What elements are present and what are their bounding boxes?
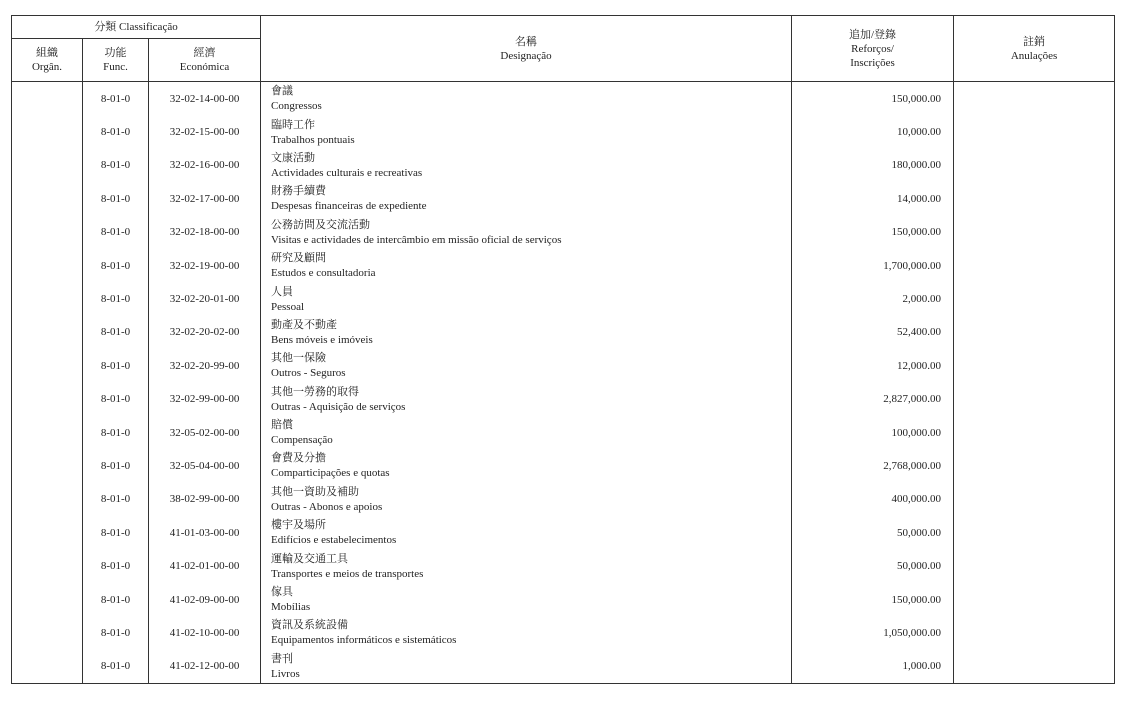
econ-cell: 41-02-12-00-00 [149,650,261,684]
amount-cell: 2,768,000.00 [792,449,954,482]
designation-zh: 其他一保險 [271,351,327,365]
table-row [12,182,1115,215]
designation-zh: 其他一資助及補助 [271,484,360,498]
designation-zh: 賠償 [271,418,294,432]
designation-zh: 研究及顧問 [271,251,327,265]
designation-cell [261,115,792,148]
amount-cell: 100,000.00 [792,416,954,449]
organ-cell [12,383,83,416]
designation-pt: Edifícios e estabelecimentos [271,534,397,547]
table-row [12,449,1115,482]
annulment-cell [954,115,1115,148]
designation-cell [261,216,792,249]
annulment-cell [954,349,1115,382]
amount-cell: 1,700,000.00 [792,249,954,282]
organ-cell [12,483,83,516]
designation-header: 名稱 Designação [261,16,792,82]
annulment-cell [954,516,1115,549]
func-cell: 8-01-0 [83,316,149,349]
econ-cell: 32-02-16-00-00 [149,149,261,182]
annulment-cell [954,249,1115,282]
designation-cell [261,349,792,382]
econ-cell: 32-02-20-99-00 [149,349,261,382]
designation-zh: 運輸及交通工具 [271,551,349,565]
designation-cell [261,182,792,215]
organ-cell [12,316,83,349]
econ-cell: 32-02-18-00-00 [149,216,261,249]
econ-cell: 32-02-19-00-00 [149,249,261,282]
func-cell: 8-01-0 [83,182,149,215]
designation-pt: Bens móveis e imóveis [271,333,373,346]
econ-cell: 41-01-03-00-00 [149,516,261,549]
designation-zh: 臨時工作 [271,117,316,131]
designation-cell [261,549,792,582]
reinforcements-header: 追加/登錄 Reforços/ Inscrições [792,16,954,82]
designation-cell [261,616,792,649]
designation-pt: Estudos e consultadoria [271,267,376,280]
organ-cell [12,583,83,616]
amount-cell: 150,000.00 [792,216,954,249]
func-cell: 8-01-0 [83,549,149,582]
econ-cell: 32-02-99-00-00 [149,383,261,416]
organ-cell [12,416,83,449]
table-row [12,115,1115,148]
designation-cell [261,416,792,449]
amount-cell: 52,400.00 [792,316,954,349]
designation-zh: 傢具 [271,585,294,599]
designation-cell [261,249,792,282]
organ-cell [12,282,83,315]
func-cell: 8-01-0 [83,82,149,116]
econ-cell: 41-02-09-00-00 [149,583,261,616]
func-cell: 8-01-0 [83,383,149,416]
func-cell: 8-01-0 [83,516,149,549]
table-row [12,249,1115,282]
func-cell: 8-01-0 [83,583,149,616]
designation-cell [261,383,792,416]
annulment-cell [954,650,1115,684]
func-cell: 8-01-0 [83,349,149,382]
amount-cell: 50,000.00 [792,549,954,582]
econ-cell: 41-02-01-00-00 [149,549,261,582]
designation-pt: Despesas financeiras de expediente [271,200,427,213]
amount-cell: 10,000.00 [792,115,954,148]
organ-header: 組織 Orgân. [12,39,83,82]
econ-header: 經濟 Económica [149,39,261,82]
annulment-cell [954,549,1115,582]
func-cell: 8-01-0 [83,416,149,449]
organ-cell [12,149,83,182]
organ-cell [12,82,83,116]
func-header: 功能 Func. [83,39,149,82]
amount-cell: 180,000.00 [792,149,954,182]
organ-cell [12,449,83,482]
func-cell: 8-01-0 [83,249,149,282]
designation-pt: Mobílias [271,601,311,614]
designation-zh: 動產及不動產 [271,317,338,331]
table-row [12,349,1115,382]
func-cell: 8-01-0 [83,115,149,148]
designation-cell [261,483,792,516]
designation-zh: 人員 [271,284,294,298]
table-row [12,149,1115,182]
amount-cell: 2,827,000.00 [792,383,954,416]
organ-cell [12,650,83,684]
organ-cell [12,516,83,549]
designation-cell [261,282,792,315]
annulment-cell [954,216,1115,249]
designation-pt: Equipamentos informáticos e sistemáticos [271,634,457,647]
econ-cell: 32-05-02-00-00 [149,416,261,449]
table-row [12,549,1115,582]
organ-cell [12,249,83,282]
annulment-cell [954,583,1115,616]
func-cell: 8-01-0 [83,616,149,649]
econ-cell: 41-02-10-00-00 [149,616,261,649]
designation-cell [261,149,792,182]
table-row [12,516,1115,549]
designation-pt: Trabalhos pontuais [271,133,355,146]
amount-cell: 400,000.00 [792,483,954,516]
organ-cell [12,616,83,649]
designation-pt: Outras - Abonos e apoios [271,500,383,513]
organ-cell [12,216,83,249]
econ-cell: 32-02-14-00-00 [149,82,261,116]
amount-cell: 2,000.00 [792,282,954,315]
amount-cell: 50,000.00 [792,516,954,549]
annulment-cell [954,282,1115,315]
designation-pt: Pessoal [271,300,305,313]
annulments-header: 註銷 Anulações [954,16,1115,82]
organ-cell [12,182,83,215]
table-row [12,483,1115,516]
designation-pt: Visitas e actividades de intercâmbio em missão oficial de serviços [271,233,562,246]
designation-zh: 其他一勞務的取得 [271,384,360,398]
designation-zh: 財務手續費 [271,184,327,198]
classification-header: 分類 Classificação [12,16,261,39]
amount-cell: 150,000.00 [792,82,954,116]
amount-cell: 12,000.00 [792,349,954,382]
designation-zh: 會議 [271,84,294,98]
table-row [12,583,1115,616]
table-row [12,82,1115,116]
func-cell: 8-01-0 [83,449,149,482]
designation-pt: Transportes e meios de transportes [271,567,424,580]
designation-pt: Livros [271,667,300,680]
annulment-cell [954,616,1115,649]
func-cell: 8-01-0 [83,149,149,182]
table-row [12,650,1115,684]
econ-cell: 32-02-17-00-00 [149,182,261,215]
designation-cell [261,583,792,616]
designation-pt: Compensação [271,434,333,447]
designation-cell [261,449,792,482]
table-row [12,416,1115,449]
annulment-cell [954,149,1115,182]
annulment-cell [954,182,1115,215]
annulment-cell [954,316,1115,349]
designation-zh: 文康活動 [271,150,316,164]
budget-table [11,15,1115,684]
econ-cell: 32-02-20-01-00 [149,282,261,315]
designation-zh: 會費及分擔 [271,451,327,465]
table-row [12,216,1115,249]
func-cell: 8-01-0 [83,650,149,684]
annulment-cell [954,82,1115,116]
amount-cell: 1,000.00 [792,650,954,684]
func-cell: 8-01-0 [83,216,149,249]
designation-pt: Actividades culturais e recreativas [271,166,423,179]
designation-zh: 樓宇及場所 [271,518,327,532]
designation-cell [261,650,792,684]
table-row [12,616,1115,649]
designation-cell [261,316,792,349]
table-row [12,282,1115,315]
func-cell: 8-01-0 [83,483,149,516]
designation-zh: 資訊及系統設備 [271,618,349,632]
annulment-cell [954,416,1115,449]
econ-cell: 38-02-99-00-00 [149,483,261,516]
designation-zh: 書刊 [271,651,294,665]
organ-cell [12,115,83,148]
annulment-cell [954,449,1115,482]
organ-cell [12,349,83,382]
designation-pt: Outras - Aquisição de serviços [271,400,406,413]
econ-cell: 32-02-20-02-00 [149,316,261,349]
designation-zh: 公務訪問及交流活動 [271,217,371,231]
designation-pt: Outros - Seguros [271,367,346,380]
func-cell: 8-01-0 [83,282,149,315]
annulment-cell [954,383,1115,416]
annulment-cell [954,483,1115,516]
amount-cell: 14,000.00 [792,182,954,215]
organ-cell [12,549,83,582]
designation-cell [261,82,792,116]
table-row [12,383,1115,416]
amount-cell: 1,050,000.00 [792,616,954,649]
econ-cell: 32-05-04-00-00 [149,449,261,482]
designation-pt: Congressos [271,100,322,113]
amount-cell: 150,000.00 [792,583,954,616]
econ-cell: 32-02-15-00-00 [149,115,261,148]
table-row [12,316,1115,349]
designation-pt: Comparticipações e quotas [271,467,390,480]
designation-cell [261,516,792,549]
